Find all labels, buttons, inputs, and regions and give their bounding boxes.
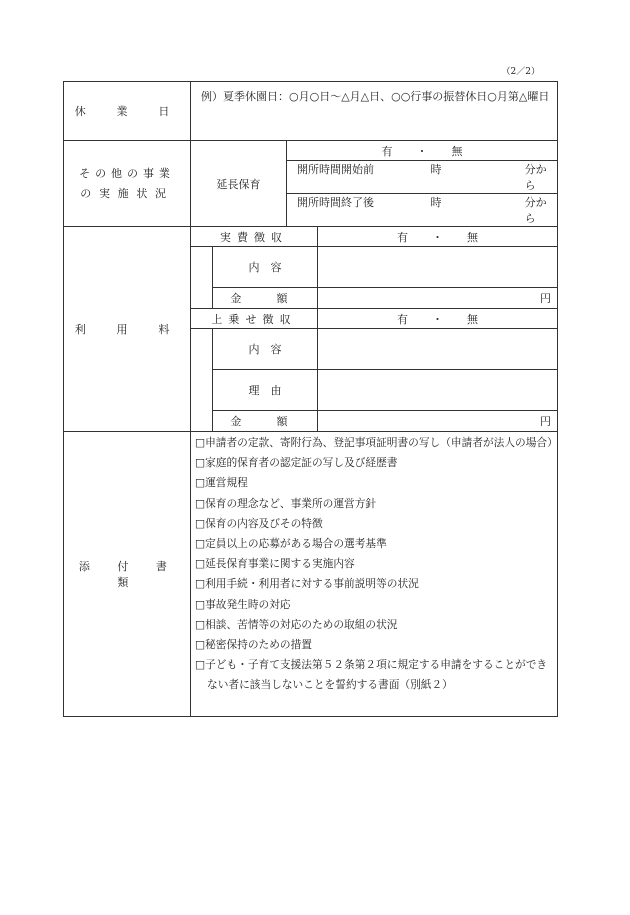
attachments-row xyxy=(64,432,558,717)
fees-label: 利 用 料 xyxy=(64,227,191,432)
attachment-item[interactable]: □保育の内容及びその特徴 xyxy=(195,516,323,530)
holidays-example[interactable]: 例）夏季休園日：○月○日～△月△日、○○行事の振替休日○月第△曜日 xyxy=(191,82,558,141)
attachment-item[interactable]: □事故発生時の対応 xyxy=(195,597,291,611)
attachments-list xyxy=(191,432,558,717)
separator-dot: ・ xyxy=(432,312,443,326)
attachment-item[interactable]: □秘密保持のための措置 xyxy=(195,638,312,652)
surcharge-content-field[interactable] xyxy=(318,329,558,370)
actual-cost-content-field[interactable] xyxy=(318,247,558,288)
holidays-label: 休 業 日 xyxy=(64,82,191,141)
after-closing-minutes: 分から xyxy=(524,196,547,225)
before-opening-minutes: 分から xyxy=(524,163,547,192)
attachment-item[interactable]: □保育の理念など、事業所の運営方針 xyxy=(195,496,377,510)
actual-cost-yes-no[interactable] xyxy=(318,227,558,247)
before-opening-hour: 時 xyxy=(430,163,442,176)
page-number: （2／2） xyxy=(501,67,540,77)
surcharge-amount-field[interactable]: 円 xyxy=(318,411,558,432)
other-business-label-line1: その他の事業 xyxy=(79,166,175,180)
attachment-item[interactable]: □申請者の定款、寄附行為、登記事項証明書の写し（申請者が法人の場合） xyxy=(195,436,558,449)
separator-dot: ・ xyxy=(432,230,443,244)
extended-care-label: 延長保育 xyxy=(191,141,287,227)
yes-option[interactable]: 有 xyxy=(397,312,408,326)
no-option[interactable]: 無 xyxy=(451,144,463,158)
holidays-row xyxy=(64,82,558,141)
actual-cost-content-label: 内 容 xyxy=(213,247,318,288)
yes-option[interactable]: 有 xyxy=(381,144,393,158)
actual-cost-row xyxy=(64,227,558,247)
actual-cost-label: 実費徴収 xyxy=(191,227,318,247)
yes-option[interactable]: 有 xyxy=(397,230,408,244)
no-option[interactable]: 無 xyxy=(467,312,478,326)
other-business-label xyxy=(64,141,191,227)
surcharge-amount-label: 金 額 xyxy=(213,411,318,432)
actual-cost-amount-label: 金 額 xyxy=(213,288,318,309)
after-closing-cell[interactable] xyxy=(287,194,558,227)
before-opening-cell[interactable] xyxy=(287,161,558,194)
surcharge-content-label: 内 容 xyxy=(213,329,318,370)
attachments-label: 添 付 書 類 xyxy=(64,432,191,717)
application-form-table xyxy=(63,81,558,717)
surcharge-reason-label: 理 由 xyxy=(213,370,318,411)
extended-care-yes-no[interactable] xyxy=(287,141,558,161)
actual-cost-amount-field[interactable]: 円 xyxy=(318,288,558,309)
indent-spacer xyxy=(191,329,213,432)
other-business-label-line2: の実施状況 xyxy=(80,186,174,200)
attachment-item[interactable]: □延長保育事業に関する実施内容 xyxy=(195,557,355,571)
after-closing-hour: 時 xyxy=(430,196,442,209)
attachment-item[interactable]: □運営規程 xyxy=(195,476,248,490)
surcharge-label: 上乗せ徴収 xyxy=(191,309,318,329)
attachment-item[interactable]: □定員以上の応募がある場合の選考基準 xyxy=(195,537,387,551)
surcharge-yes-no[interactable] xyxy=(318,309,558,329)
after-closing-label: 開所時間終了後 xyxy=(297,196,374,209)
attachment-item[interactable]: □利用手続・利用者に対する事前説明等の状況 xyxy=(195,577,419,591)
surcharge-reason-field[interactable] xyxy=(318,370,558,411)
attachment-item[interactable]: □家庭的保育者の認定証の写し及び経歴書 xyxy=(195,456,398,470)
separator-dot: ・ xyxy=(416,144,428,158)
indent-spacer xyxy=(191,247,213,309)
other-business-row xyxy=(64,141,558,161)
attachment-item[interactable]: □相談、苦情等の対応のための取組の状況 xyxy=(195,617,398,631)
attachment-item[interactable]: □子ども・子育て支援法第５２条第２項に規定する申請をすることができない者に該当しないことを誓約する書面（別紙２） xyxy=(195,658,548,692)
no-option[interactable]: 無 xyxy=(467,230,478,244)
before-opening-label: 開所時間開始前 xyxy=(297,163,374,176)
